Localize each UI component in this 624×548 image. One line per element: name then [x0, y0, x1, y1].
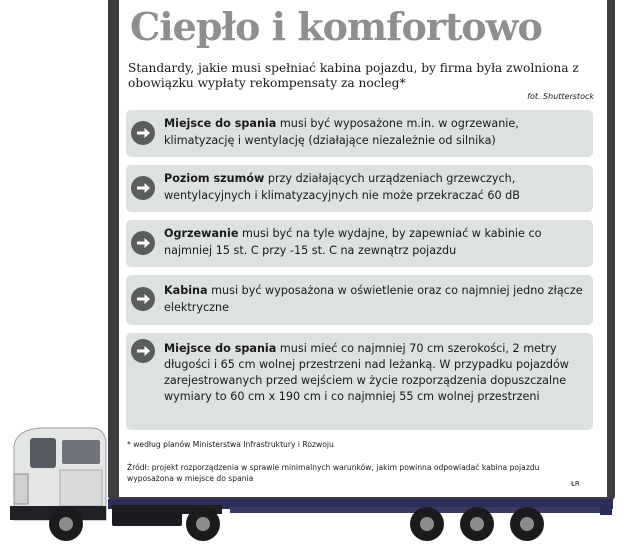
requirement-title: Poziom szumów [164, 172, 265, 185]
requirement-title: Ogrzewanie [164, 227, 239, 240]
requirement-title: Miejsce do spania [164, 342, 277, 355]
requirement-body: musi mieć co najmniej 70 cm szerokości, 2 metry długości i 65 cm wolnej przestrzeni nad leżanką. W przypadku pojazdów zarejestrowanych przed wejściem w życie rozporządzenia dopuszczalne wymiary to 60 cm x 190 cm i co najmniej 55 cm wolnej przestrzeni [164, 342, 569, 403]
requirement-title: Kabina [164, 284, 208, 297]
truck-illustration [0, 420, 624, 548]
requirement-box [126, 110, 593, 157]
arrow-right-icon [131, 176, 155, 200]
arrow-right-icon [131, 287, 155, 311]
requirement-body: musi być wyposażona w oświetlenie oraz co najmniej jedno złącze elektryczne [164, 284, 583, 314]
requirement-text [164, 282, 584, 316]
requirement-body: musi być wyposażone m.in. w ogrzewanie, klimatyzację i wentylację (działające niezależnie od silnika) [164, 117, 519, 147]
footnote: * według planów Ministerstwa Infrastruktury i Rozwoju [127, 440, 334, 449]
author-initials: ŁR [571, 480, 580, 488]
photo-credit: fot. Shutterstock [527, 92, 594, 101]
requirement-box [126, 275, 593, 325]
requirement-text [164, 225, 584, 259]
arrow-right-icon [131, 121, 155, 145]
cab-side-window [62, 440, 100, 464]
requirement-text [164, 341, 584, 405]
requirement-text [164, 170, 584, 204]
requirement-box [126, 165, 593, 212]
requirement-text [164, 115, 584, 149]
requirement-title: Miejsce do spania [164, 117, 277, 130]
requirement-body: musi być na tyle wydajne, by zapewniać w kabinie co najmniej 15 st. C przy -15 st. C na zewnątrz pojazdu [164, 227, 542, 257]
arrow-right-icon [131, 339, 155, 363]
cab-windshield [30, 438, 56, 468]
cab-grille [14, 474, 28, 504]
tank [112, 512, 182, 526]
headline: Ciepło i komfortowo [130, 4, 542, 49]
rear-light [600, 505, 612, 515]
requirement-box [126, 220, 593, 267]
source-note: Źródł: projekt rozporządzenia w sprawie minimalnych warunków, jakim powinna odpowiadać kabina pojazdu wyposażona w miejsce do spania [127, 463, 540, 483]
requirement-box [126, 333, 593, 430]
arrow-right-icon [131, 231, 155, 255]
cab-door [60, 470, 102, 506]
intro-text: Standardy, jakie musi spełniać kabina pojazdu, by firma była zwolniona z obowiązku wypłaty rekompensaty za nocleg* [128, 61, 579, 90]
requirement-body: przy działających urządzeniach grzewczych, wentylacyjnych i klimatyzacyjnych nie może przekraczać 60 dB [164, 172, 520, 202]
